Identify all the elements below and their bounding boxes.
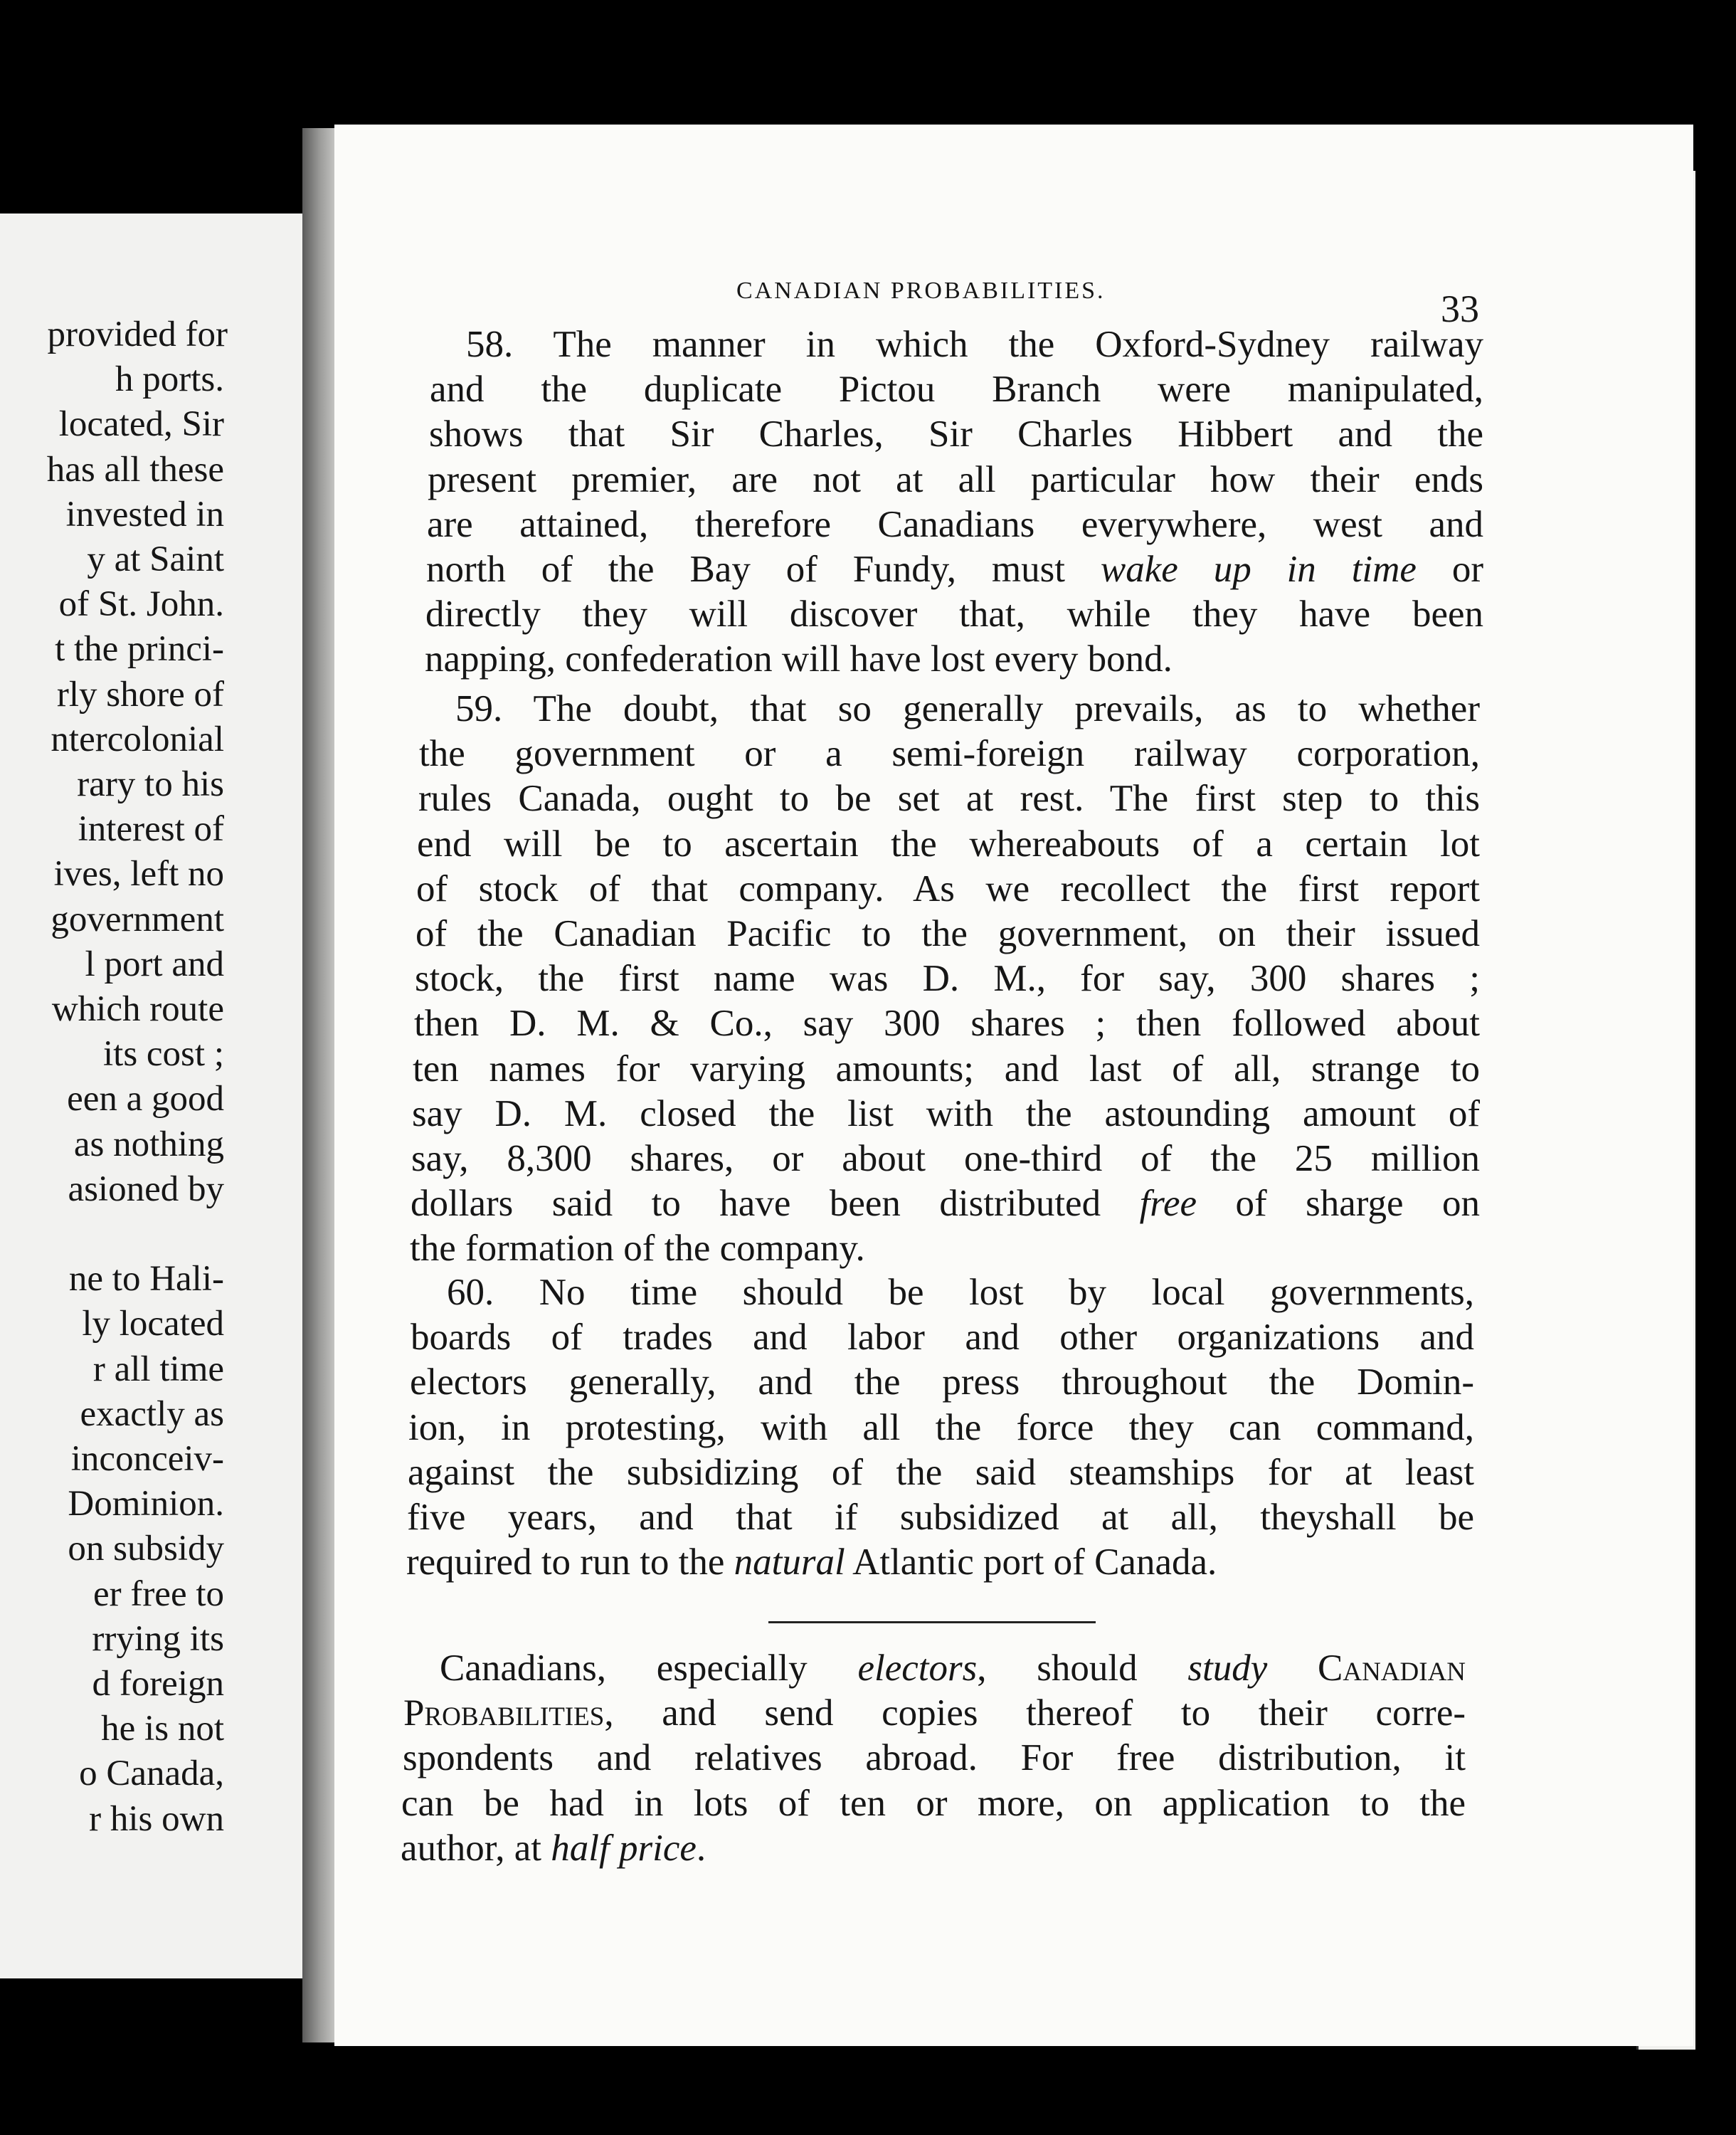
paragraph-line: the formation of the company. — [410, 1228, 865, 1270]
paragraph-line: ten names for varying amounts; and last of all, strange to — [413, 1048, 1480, 1090]
paragraph-line: present premier, are not at all particular how their ends — [428, 458, 1483, 500]
left-page-line: r all time — [92, 1349, 224, 1389]
paragraph-line: against the subsidizing of the said steamships for at least — [408, 1451, 1474, 1493]
page-number: 33 — [1441, 288, 1479, 330]
paragraph-line: directly they will discover that, while they have been — [425, 594, 1483, 636]
left-page-line: ives, left no — [53, 854, 224, 895]
left-page-line: d foreign — [92, 1664, 224, 1704]
paragraph-line: of stock of that company. As we recollect the first report — [416, 868, 1480, 910]
left-page-line: its cost ; — [102, 1034, 224, 1075]
left-page-line: rary to his — [77, 764, 224, 804]
left-page-line: r his own — [89, 1798, 224, 1839]
left-page-line: y at Saint — [87, 539, 224, 579]
left-page-line: ntercolonial — [51, 719, 224, 759]
left-page-line: has all these — [46, 449, 224, 490]
left-page-line: located, Sir — [58, 404, 224, 445]
left-page-line: ne to Hali- — [68, 1259, 224, 1300]
left-page-line: rrying its — [92, 1618, 224, 1659]
left-page-line: interest of — [78, 809, 224, 850]
paragraph-line: say, 8,300 shares, or about one-third of the 25 million — [411, 1138, 1480, 1179]
notice-line: spondents and relatives abroad. For free distribution, it — [403, 1737, 1466, 1779]
paragraph-line: are attained, therefore Canadians everywhere, west and — [427, 503, 1483, 545]
left-page-line: invested in — [65, 494, 224, 534]
left-page-line: er free to — [92, 1573, 224, 1614]
paragraph-line: five years, and that if subsidized at all, theyshall be — [407, 1497, 1474, 1538]
paragraph-line: required to run to the natural Atlantic port of Canada. — [406, 1541, 1217, 1583]
left-page-line: he is not — [101, 1709, 224, 1749]
paragraph-line: boards of trades and labor and other organizations and — [411, 1317, 1474, 1359]
paragraph-line: shows that Sir Charles, Sir Charles Hibbert and the — [429, 413, 1483, 455]
left-page-line: h ports. — [115, 359, 224, 400]
separator-rule — [768, 1621, 1096, 1623]
paragraph-line: the government or a semi-foreign railway corporation, — [419, 733, 1480, 775]
notice-line: can be had in lots of ten or more, on application to the — [401, 1782, 1466, 1824]
left-page-line: which route — [51, 989, 224, 1029]
notice-line: Probabilities, and send copies thereof to their corre- — [403, 1692, 1466, 1734]
left-page-line: t the princi- — [55, 629, 224, 670]
paragraph-line: of the Canadian Pacific to the government, on their issued — [416, 913, 1480, 954]
paragraph-line: ion, in protesting, with all the force they can command, — [408, 1406, 1474, 1448]
left-page-line: rly shore of — [56, 674, 224, 715]
left-page-line: exactly as — [80, 1393, 224, 1434]
paragraph-line: north of the Bay of Fundy, must wake up in time or — [426, 549, 1483, 590]
left-page-line: as nothing — [73, 1124, 224, 1164]
paragraph-line: then D. M. & Co., say 300 shares ; then followed about — [414, 1003, 1480, 1045]
left-page-line: government — [51, 899, 224, 939]
left-page-line: o Canada, — [79, 1754, 224, 1794]
running-header: CANADIAN PROBABILITIES. — [736, 278, 1106, 304]
previous-page — [0, 214, 302, 1978]
paragraph-line: and the duplicate Pictou Branch were manipulated, — [430, 369, 1483, 411]
notice-line: Canadians, especially electors, should study Canadian — [440, 1648, 1466, 1689]
paragraph-line: say D. M. closed the list with the astounding amount of — [412, 1092, 1480, 1134]
paragraph-line: napping, confederation will have lost every bond. — [425, 638, 1173, 680]
paragraph-line: rules Canada, ought to be set at rest. The first step to this — [418, 778, 1480, 820]
paragraph-line: stock, the first name was D. M., for say, 300 shares ; — [415, 958, 1480, 1000]
left-page-line: l port and — [85, 944, 224, 984]
left-page-line: provided for — [47, 315, 228, 354]
left-page-line: Dominion. — [68, 1484, 224, 1524]
paragraph-line: dollars said to have been distributed free of sharge on — [411, 1183, 1480, 1225]
paragraph-line: 58. The manner in which the Oxford-Sydney railway — [466, 324, 1483, 365]
left-page-line: inconceiv- — [70, 1439, 224, 1479]
left-page-line: on subsidy — [68, 1529, 224, 1569]
left-page-line: ly located — [82, 1304, 224, 1344]
paragraph-line: 59. The doubt, that so generally prevails, as to whether — [455, 688, 1480, 729]
paragraph-line: electors generally, and the press throughout the Domin- — [410, 1361, 1474, 1403]
left-page-line: of St. John. — [58, 584, 224, 625]
notice-line: author, at half price. — [401, 1827, 706, 1869]
left-page-line: asioned by — [68, 1169, 224, 1209]
left-page-line: een a good — [67, 1079, 224, 1119]
paragraph-line: 60. No time should be lost by local governments, — [447, 1272, 1474, 1313]
paragraph-line: end will be to ascertain the whereabouts of a certain lot — [417, 823, 1480, 865]
